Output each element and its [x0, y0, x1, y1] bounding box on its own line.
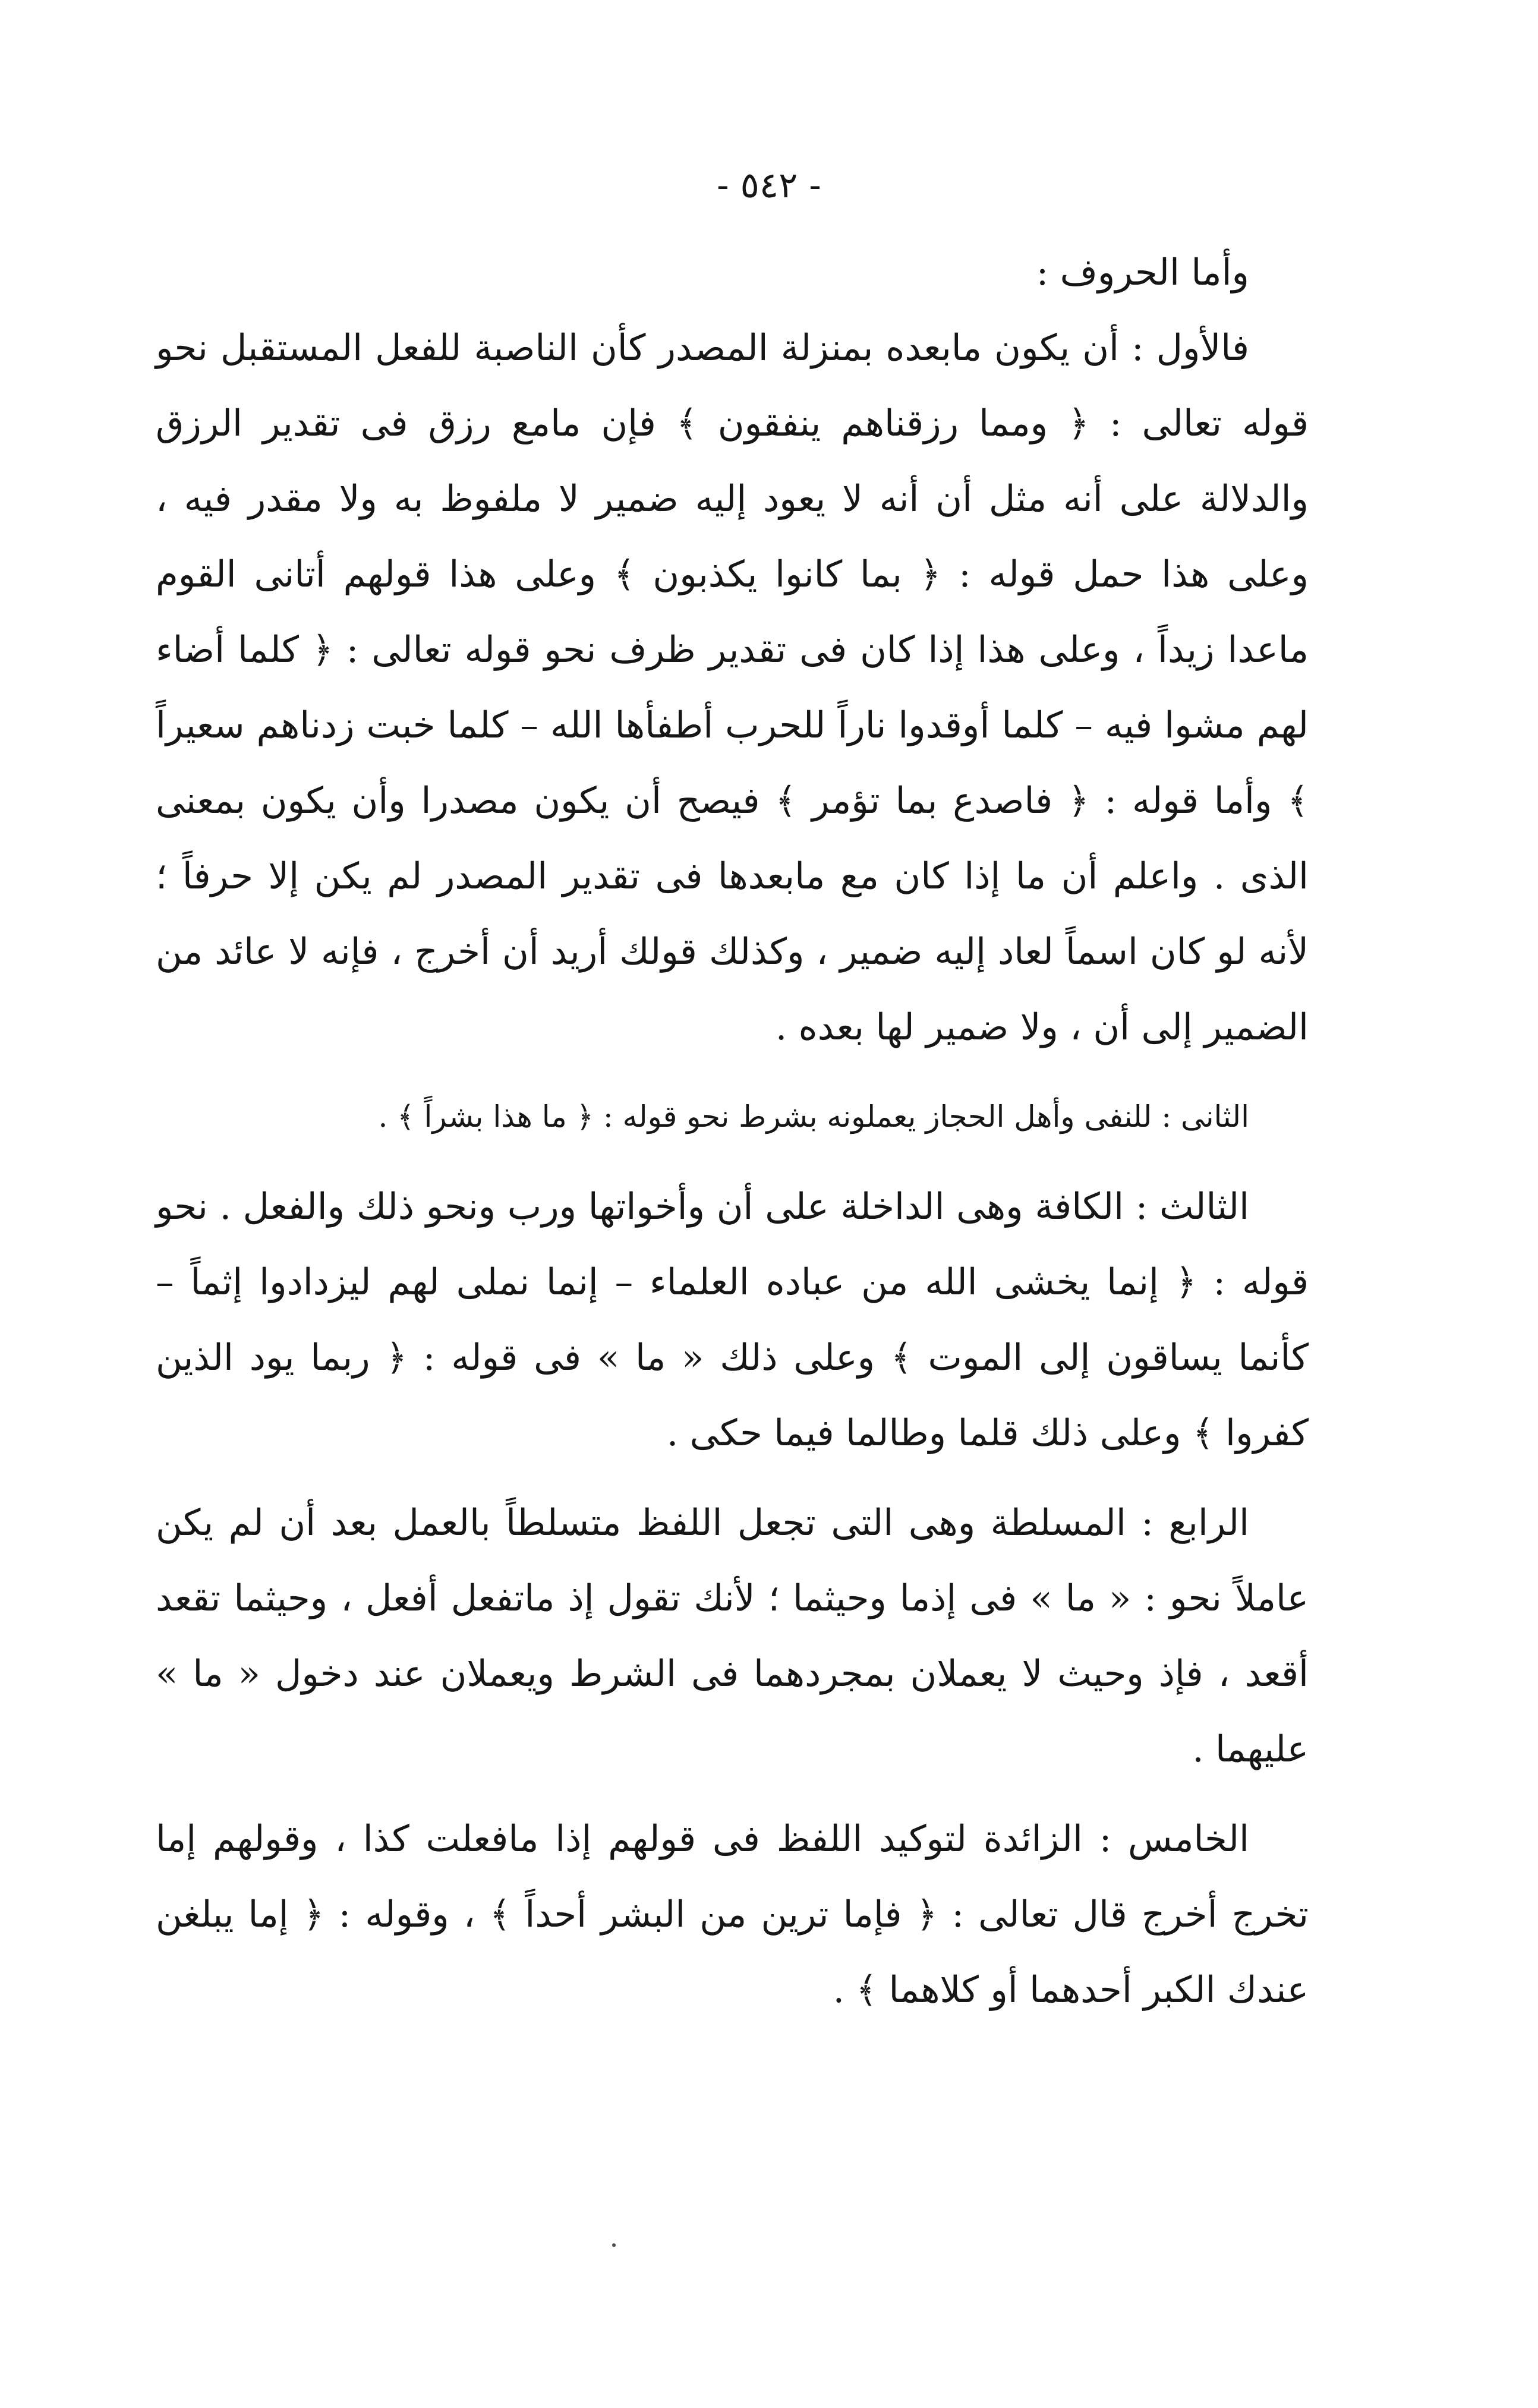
- scan-speck: [612, 2243, 616, 2247]
- paragraph-fifth: الخامس : الزائدة لتوكيد اللفظ فى قولهم إذا مافعلت كذا ، وقولهم إما تخرج أخرج قال تعالى : ﴿ فإما ترين من البشر أحداً ﴾ ، وقوله : ﴿ إما يبلغن عندك الكبر أحدهما أو كلاهما ﴾ .: [156, 1818, 1309, 2011]
- page-number: - ٥٤٢ -: [717, 165, 821, 206]
- section-heading: وأما الحروف :: [1036, 251, 1249, 294]
- paragraph-second: الثانى : للنفى وأهل الحجاز يعملونه بشرط نحو قوله : ﴿ ما هذا بشراً ﴾ .: [378, 1099, 1249, 1134]
- paragraph-first: فالأول : أن يكون مابعده بمنزلة المصدر كأن الناصبة للفعل المستقبل نحو قوله تعالى : ﴿ ومما رزقناهم ينفقون ﴾ فإن مامع رزق فى تقدير الرزق والدلالة على أنه مثل أن أنه لا يعود إليه ضمير لا ملفوظ به ولا مقدر فيه ، وعلى هذا حمل قوله : ﴿ بما كانوا يكذبون ﴾ وعلى هذا قولهم أتانى القوم ماعدا زيداً ، وعلى هذا إذا كان فى تقدير ظرف نحو قوله تعالى : ﴿ كلما أضاء لهم مشوا فيه – كلما أوقدوا ناراً للحرب أطفأها الله – كلما خبت زدناهم سعيراً ﴾ وأما قوله : ﴿ فاصدع بما تؤمر ﴾ فيصح أن يكون مصدرا وأن يكون بمعنى الذى . واعلم أن ما إذا كان مع مابعدها فى تقدير المصدر لم يكن إلا حرفاً ؛ لأنه لو كان اسماً لعاد إليه ضمير ، وكذلك قولك أريد أن أخرج ، فإنه لا عائد من الضمير إلى أن ، ولا ضمير لها بعده .: [156, 327, 1309, 1048]
- body-text: [156, 235, 1309, 2028]
- paragraph-fourth: الرابع : المسلطة وهى التى تجعل اللفظ متسلطاً بالعمل بعد أن لم يكن عاملاً نحو : « ما » فى إذما وحيثما ؛ لأنك تقول إذ ماتفعل أفعل ، وحيثما تقعد أقعد ، فإذ وحيث لا يعملان بمجردهما فى الشرط ويعملان عند دخول « ما » عليهما .: [156, 1502, 1309, 1770]
- paragraph-third: الثالث : الكافة وهى الداخلة على أن وأخواتها ورب ونحو ذلك والفعل . نحو قوله : ﴿ إنما يخشى الله من عباده العلماء – إنما نملى لهم ليزدادوا إثماً – كأنما يساقون إلى الموت ﴾ وعلى ذلك « ما » فى قوله : ﴿ ربما يود الذين كفروا ﴾ وعلى ذلك قلما وطالما فيما حكى .: [156, 1186, 1309, 1454]
